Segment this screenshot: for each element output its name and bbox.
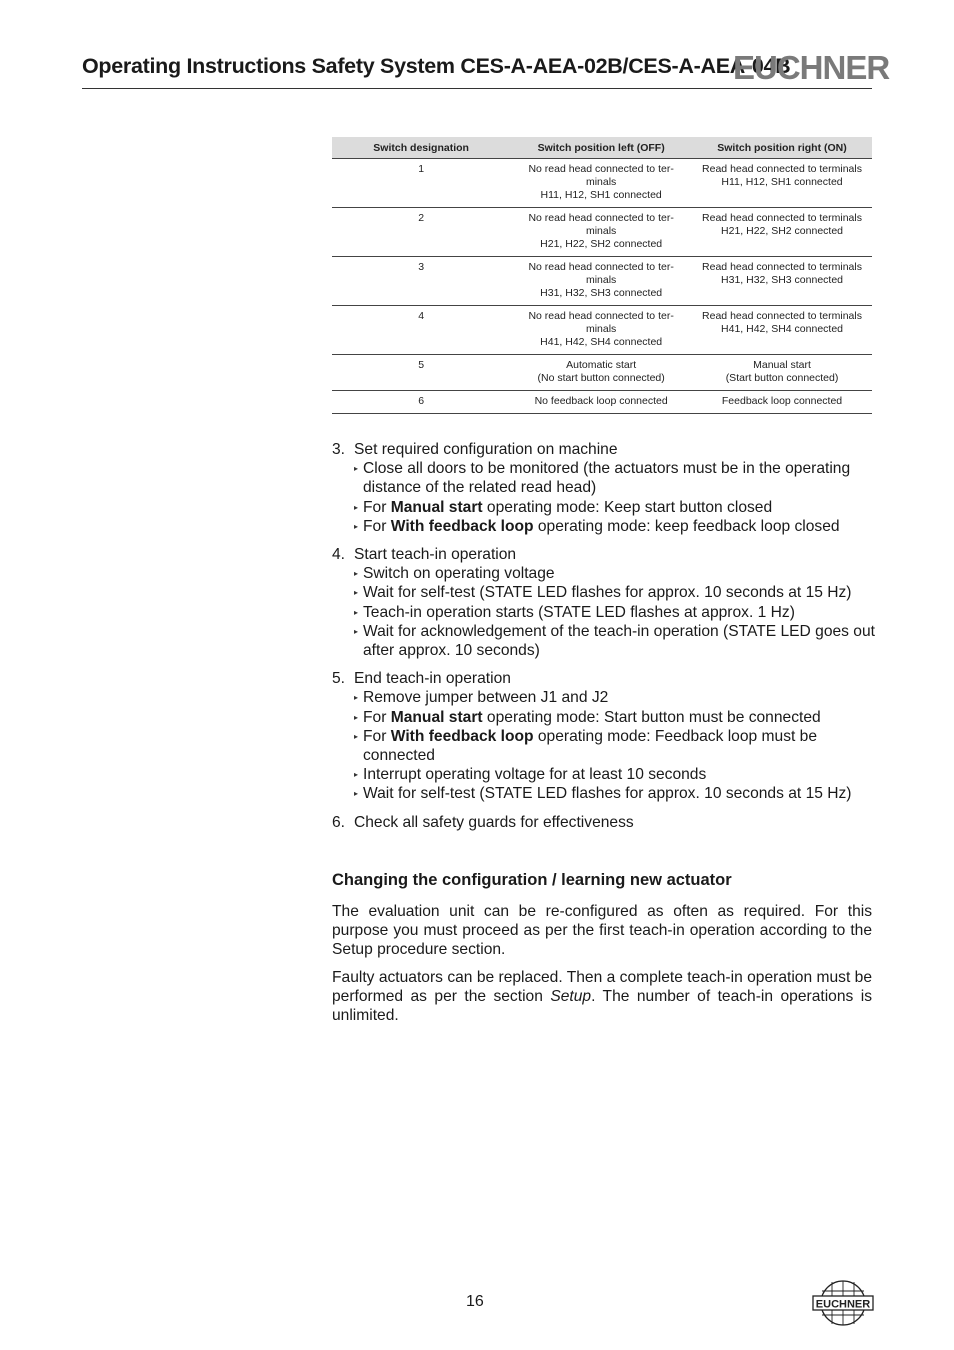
svg-text:EUCHNER: EUCHNER (733, 49, 890, 86)
column-header: Switch position left (OFF) (510, 137, 692, 159)
table-cell: No feedback loop connected (510, 391, 692, 414)
paragraph: Faulty actuators can be replaced. Then a complete teach-in operation must be performed as per the section Setup. The number of teach-in operations is unlimited. (332, 969, 873, 1025)
step-number: 3. (332, 441, 346, 458)
step-5 (332, 669, 877, 803)
header-divider (82, 88, 872, 89)
arrow-bullet-icon: ▸ (354, 607, 359, 617)
table-cell: 6 (332, 391, 510, 414)
step-number: 4. (332, 546, 346, 564)
step-text: Start teach-in operation (354, 546, 517, 564)
step-6 (332, 813, 877, 832)
list-item: ▸ Wait for self-test (STATE LED flashes for approx. 10 seconds at 15 Hz) (354, 584, 852, 602)
list-item: ▸ For With feedback loop operating mode: Feedback loop must be connected (354, 727, 818, 765)
list-item: ▸ For Manual start operating mode: Start button must be connected (354, 708, 821, 726)
arrow-bullet-icon: ▸ (354, 464, 359, 474)
table-cell: No read head connected to ter- minals H41, H42, SH4 connected (510, 306, 692, 355)
list-item: ▸ Switch on operating voltage (354, 565, 555, 583)
table-cell: 3 (332, 257, 510, 306)
switch-configuration-table (332, 137, 872, 414)
section-heading: Changing the configuration / learning new actuator (332, 871, 732, 889)
arrow-bullet-icon: ▸ (354, 521, 359, 531)
table-header-row (332, 137, 872, 159)
procedure-steps (332, 440, 877, 841)
euchner-logo (733, 49, 890, 86)
paragraph: The evaluation unit can be re-configured as often as required. For this purpose you must proceed as per the first teach-in operation according to the Setup procedure section. (332, 903, 872, 959)
document-title: Operating Instructions Safety System CES-A-AEA-02B/CES-A-AEA-04B (82, 54, 791, 78)
arrow-bullet-icon: ▸ (354, 502, 359, 512)
table-row (332, 355, 872, 391)
arrow-bullet-icon: ▸ (354, 789, 359, 799)
list-item: ▸ Remove jumper between J1 and J2 (354, 689, 609, 707)
table-cell: Read head connected to terminals H11, H12, SH1 connected (692, 159, 872, 208)
step-4 (332, 545, 877, 660)
table-cell: Automatic start (No start button connected) (510, 355, 692, 391)
table-cell: 4 (332, 306, 510, 355)
arrow-bullet-icon: ▸ (354, 569, 359, 579)
table-cell: 1 (332, 159, 510, 208)
euchner-seal-logo (812, 1279, 874, 1327)
arrow-bullet-icon: ▸ (354, 731, 359, 741)
column-header: Switch position right (ON) (692, 137, 872, 159)
step-3 (332, 440, 877, 536)
svg-text:EUCHNER: EUCHNER (815, 1298, 871, 1311)
list-item: ▸ Close all doors to be monitored (the actuators must be in the operating distance of the related read head) (354, 460, 851, 497)
arrow-bullet-icon: ▸ (354, 626, 359, 636)
step-text: Set required configuration on machine (354, 441, 618, 458)
table-cell: 5 (332, 355, 510, 391)
table-row (332, 257, 872, 306)
table-cell: Read head connected to terminals H31, H32, SH3 connected (692, 257, 872, 306)
table-cell: Read head connected to terminals H41, H42, SH4 connected (692, 306, 872, 355)
list-item: ▸ Wait for self-test (STATE LED flashes for approx. 10 seconds at 15 Hz) (354, 785, 852, 803)
list-item: ▸ Interrupt operating voltage for at least 10 seconds (354, 766, 707, 784)
list-item: ▸ For With feedback loop operating mode: keep feedback loop closed (354, 517, 840, 535)
list-item: ▸ Teach-in operation starts (STATE LED flashes at approx. 1 Hz) (354, 603, 795, 621)
table-row (332, 306, 872, 355)
table-cell: No read head connected to ter- minals H31, H32, SH3 connected (510, 257, 692, 306)
table-row (332, 391, 872, 414)
step-text: End teach-in operation (354, 670, 511, 688)
table-cell: 2 (332, 208, 510, 257)
table-cell: Feedback loop connected (692, 391, 872, 414)
table-row (332, 208, 872, 257)
column-header: Switch designation (332, 137, 510, 159)
arrow-bullet-icon: ▸ (354, 770, 359, 780)
step-number: 5. (332, 670, 346, 688)
table-row (332, 159, 872, 208)
table-cell: No read head connected to ter- minals H21, H22, SH2 connected (510, 208, 692, 257)
arrow-bullet-icon: ▸ (354, 693, 359, 703)
step-text: Check all safety guards for effectiveness (354, 813, 634, 831)
list-item: ▸ For Manual start operating mode: Keep start button closed (354, 498, 773, 516)
arrow-bullet-icon: ▸ (354, 588, 359, 598)
table-cell: No read head connected to ter- minals H11, H12, SH1 connected (510, 159, 692, 208)
table-cell: Read head connected to terminals H21, H22, SH2 connected (692, 208, 872, 257)
step-number: 6. (332, 813, 346, 831)
table-cell: Manual start (Start button connected) (692, 355, 872, 391)
list-item: ▸ Wait for acknowledgement of the teach-in operation (STATE LED goes out after approx. 10 seconds) (354, 622, 875, 660)
arrow-bullet-icon: ▸ (354, 712, 359, 722)
page-number: 16 (466, 1293, 484, 1310)
